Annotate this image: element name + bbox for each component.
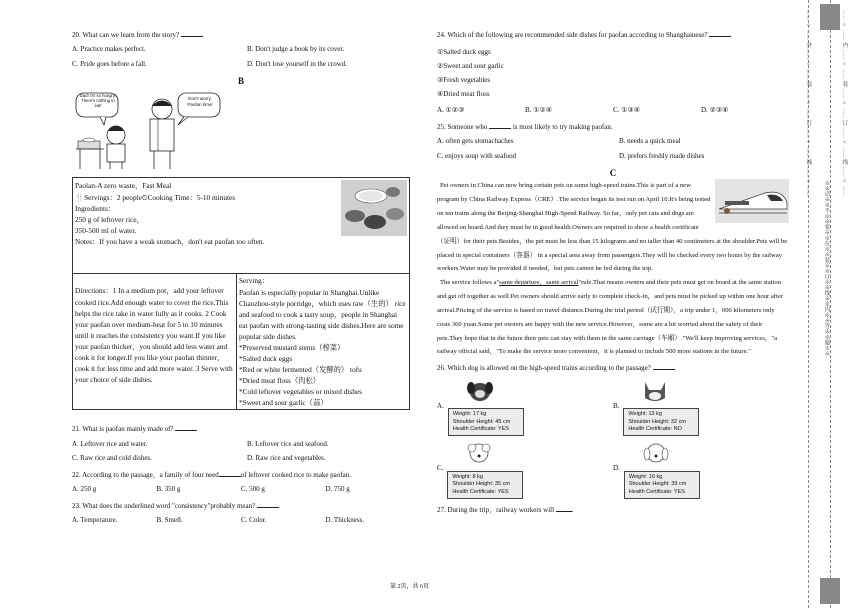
servings: Servings：2 people xyxy=(84,192,142,202)
option-d[interactable]: D. Thickness. xyxy=(325,516,365,525)
dog-icon xyxy=(460,380,500,402)
utensils-icon: 🍴 xyxy=(75,192,85,202)
dog-weight: Weight: 17 kg xyxy=(452,411,487,418)
options xyxy=(437,106,789,115)
question-27: 27. During the trip，railway workers will . xyxy=(437,506,574,515)
question-stem: 23. What does the underlined word "consistency"probably mean? xyxy=(72,501,410,511)
option-b[interactable]: B. Leftover rice and seafood. xyxy=(247,439,329,448)
answer-blank[interactable] xyxy=(257,501,279,508)
section-c-heading: C xyxy=(609,168,617,179)
options xyxy=(72,45,410,69)
answer-blank[interactable] xyxy=(489,122,511,129)
recipe-box xyxy=(72,177,410,410)
option-a[interactable]: A. often gets stomachaches xyxy=(437,137,514,146)
options xyxy=(72,440,410,464)
option-a[interactable] xyxy=(437,380,613,437)
question-stem: 27. During the trip，railway workers will xyxy=(437,506,555,515)
dog-icon xyxy=(636,442,676,464)
option-a[interactable]: A. 250 g xyxy=(72,485,97,494)
option-c[interactable]: C. Raw rice and cold dishes. xyxy=(72,454,152,463)
side-dish: *Sweet and sour garlic（蒜） xyxy=(239,398,328,408)
dog-certificate: Health Certificate: YES xyxy=(628,488,685,495)
cooking-time: Cooking Time：5-10 minutes xyxy=(147,192,236,202)
binding-dashed-line xyxy=(830,0,831,608)
page-footer: 第 2页，共 6页 xyxy=(390,584,430,590)
options xyxy=(437,137,789,161)
answer-blank[interactable] xyxy=(175,424,197,431)
options xyxy=(72,516,410,525)
question-23 xyxy=(72,501,410,526)
section-b-heading: B xyxy=(237,76,244,87)
dog-card xyxy=(624,442,700,499)
corner-block xyxy=(820,578,840,604)
clock-icon: ⏲ xyxy=(141,192,148,202)
dog-weight: Weight: 8 kg xyxy=(452,473,483,480)
recipe-title: Paolan-A zero waste，Fast Meal xyxy=(75,181,172,191)
question-stem: 22. According to the passage，a family of four need of leftover cooked rice to make paofan. xyxy=(72,470,351,479)
option-b[interactable]: B. 350 g xyxy=(156,485,181,494)
directions-text: Directions：1 In a medium pot，add your leftover cooked rice.Add enough water to cover the rice.This helps the rice take in water fully as it cooks. 2 Cook your paofan over medium-heat for 5 to 10 minutes until it reaches the consistency you want.If you like your paofan thicker，you should add less water and cook it for longer.If you like your paofan thinner，cook it for less time and add more water. 3 Serve with your choice of side dishes. xyxy=(75,286,233,385)
passage-paragraph-2: The service follows a"same departure，same arrival"rule.That means owners and their pets must get on board at the same station and get off together as well.Pet owners should arrive early to complete check-in，and pets must be picked up within one hour after arrival.Pricing of the service is based on travel distance.During the trial period（试行期），a trip under 1，000 kilometers only costs 360 yuan.Some pet owners are happy with the new service.However，some are a bit worried about the safety of their pets.They hope that in the future their pets can stay with them in the same carriage（车厢）."We'll keep improving services，"a railway official said，"To make the service more convenient，it is planned to include 500 more stations in the future." xyxy=(437,279,783,356)
corner-block xyxy=(820,4,840,30)
option-d[interactable]: D. prefers freshly made dishes xyxy=(619,151,705,160)
serving-label: Serving： xyxy=(239,276,269,286)
option-d[interactable]: D. Don't lose yourself in the crowd. xyxy=(247,59,348,68)
question-stem: 26. Which dog is allowed on the high-speed trains according to the passage? xyxy=(437,363,789,373)
question-stem: 24. Which of the following are recommended side dishes for paofan according to Shanghainese? xyxy=(437,30,789,40)
dog-certificate: Health Certificate: YES xyxy=(452,426,509,433)
dog-card xyxy=(623,380,699,437)
dog-height: Shoulder Height: 32 cm xyxy=(628,418,686,425)
right-column xyxy=(437,30,789,522)
option-c[interactable]: C. ①③④ xyxy=(613,106,640,115)
ingredient-water: 350-500 ml of water. xyxy=(75,225,137,235)
paofan-photo xyxy=(341,180,407,236)
binding-margin xyxy=(800,0,860,608)
dog-height: Shoulder Height: 35 cm xyxy=(452,481,510,488)
side-dish: *Dried meat floss（肉松） xyxy=(239,376,321,386)
option-b[interactable]: B. Don't judge a book by its cover. xyxy=(247,45,345,54)
dog-height: Shoulder Height: 45 cm xyxy=(452,418,511,425)
question-22 xyxy=(72,470,410,495)
side-dish: *Red or white fermented（发酵的） tofu xyxy=(239,365,362,375)
option-a[interactable]: A. Leftover rice and water. xyxy=(72,439,148,448)
dog-weight: Weight: 16 kg xyxy=(628,473,663,480)
passage-paragraph-1: Pet owners in China can now bring certain pets on some high-speed trains.This is part of a new program by China Railway Express（CRE）.The service began its test run on April 10.It's being tested on ten trains along the Beijing-Shanghai High-Speed Railway. So far，only pet cats and dogs are allowed on board.And they must be in good health.Owners are required to show a health certificate（证明）for their pets.Besides，the pet must be less than 15 kilograms and no taller than 40 centimeters at the shoulder.Pets will be placed in special containers（容器） in a special area away from passengers.They will be checked every two hours by the railway workers.Water may be provided if needed，but pets cannot be fed during the trip. xyxy=(437,182,788,273)
binding-line-outer: …… ○ …… 外 …… ○ …… 装 …… ○ …… 订 …… ○ …… 线 …… ○ …… xyxy=(805,10,812,197)
dog-certificate: Health Certificate: NO xyxy=(628,426,682,433)
recipe-columns xyxy=(73,273,409,409)
option-a[interactable]: A. Practice makes perfect. xyxy=(72,45,146,54)
serving-text: Paofan is especially popular in Shanghai.Unlike Chaozhou-style porridge，which uses raw（生的） rice and seafood to cook a tasty soup，people in Shanghai eat paofan with strong-tasting side dishes.Here are some popular side dishes. xyxy=(239,287,406,341)
option-d[interactable]: D. 750 g xyxy=(325,485,350,494)
choice-item: ②Sweet and sour garlic xyxy=(437,62,504,71)
option-c[interactable] xyxy=(437,442,613,499)
answer-blank[interactable] xyxy=(219,470,241,477)
dog-icon xyxy=(635,380,675,402)
left-column xyxy=(72,30,410,531)
choice-item: ③Fresh vegetables xyxy=(437,76,491,85)
option-b[interactable]: B. needs a quick meal xyxy=(619,137,681,146)
choice-item: ①Salted duck eggs xyxy=(437,48,491,57)
answer-blank[interactable] xyxy=(709,30,731,37)
ingredient-rice: 250 g of leftover rice， xyxy=(75,214,144,224)
question-25 xyxy=(437,122,789,161)
ingredients-label: Ingredients： xyxy=(75,203,116,213)
cartoon-illustration xyxy=(72,91,410,169)
option-label: A. xyxy=(437,401,444,410)
option-d[interactable] xyxy=(613,442,789,499)
option-b[interactable]: B. ①②④ xyxy=(525,106,552,115)
underlined-phrase: same departure，same arrival xyxy=(499,279,579,287)
options xyxy=(72,485,410,494)
dog-info-card xyxy=(623,408,699,436)
option-a[interactable]: A. Temperature. xyxy=(72,516,118,525)
option-b[interactable]: B. Smell. xyxy=(156,516,183,525)
choice-item: ④Dried meat floss xyxy=(437,90,490,99)
option-label: D. xyxy=(613,464,620,473)
option-d[interactable]: D. Raw rice and vegetables. xyxy=(247,454,326,463)
option-c[interactable]: C. enjoys soup with seafood xyxy=(437,151,517,160)
recipe-header xyxy=(73,178,409,273)
binding-line-inner: …… ○ …… 内 …… ○ …… 装 …… ○ …… 订 …… ○ …… 线 …… ○ …… xyxy=(841,10,848,197)
dog-height: Shoulder Height: 39 cm xyxy=(628,481,687,488)
dog-card xyxy=(447,442,523,499)
answer-blank[interactable] xyxy=(181,30,203,37)
dog-icon xyxy=(459,442,499,464)
binding-notice: ※※请※※不※※要※※在※※装※※订※※线※※内※※答※※题※※ xyxy=(823,180,830,356)
side-dish: *Salted duck eggs xyxy=(239,354,293,363)
recipe-notes: Notes：If you have a weak stomach，don't eat paofan too often. xyxy=(75,236,265,246)
question-21 xyxy=(72,424,410,463)
directions xyxy=(73,274,237,409)
dog-weight: Weight: 13 kg xyxy=(628,411,662,418)
question-24 xyxy=(437,30,789,116)
question-stem: 25. Someone who is most likely to try making paofan. xyxy=(437,122,613,131)
side-dish: *Cold leftover vegetables or mixed dishes xyxy=(239,387,363,397)
dog-info-card xyxy=(447,471,523,499)
choice-list xyxy=(437,45,789,101)
dog-card xyxy=(448,380,524,437)
option-c[interactable]: C. 500 g xyxy=(241,485,265,494)
option-label: C. xyxy=(437,464,444,473)
answer-blank[interactable] xyxy=(556,505,572,512)
train-photo xyxy=(715,179,789,223)
option-label: B. xyxy=(613,401,620,410)
option-a[interactable]: A. ①②③ xyxy=(437,106,465,115)
option-c[interactable]: C. Pride goes before a fall. xyxy=(72,59,147,68)
dog-info-card xyxy=(624,471,700,499)
passage-c xyxy=(437,179,789,359)
question-stem: 20. What can we learn from the story? xyxy=(72,30,410,40)
option-b[interactable] xyxy=(613,380,789,437)
serving xyxy=(237,274,409,409)
side-dish: *Preserved mustard stems（榨菜） xyxy=(239,342,345,352)
dog-options xyxy=(437,380,789,499)
dog-info-card xyxy=(448,408,524,436)
question-stem: 21. What is paofan mainly made of? xyxy=(72,424,410,434)
speech-bubble-dad: Don't worry, Paofan time! xyxy=(187,96,213,107)
option-d[interactable]: D. ②③④ xyxy=(701,106,729,115)
option-c[interactable]: C. Color. xyxy=(241,516,267,525)
dog-certificate: Health Certificate: YES xyxy=(452,488,509,495)
question-26 xyxy=(437,363,789,499)
answer-blank[interactable] xyxy=(653,363,675,370)
speech-bubble-kid: Dad! I'm so hungry! There's nothing to eat! xyxy=(79,93,117,108)
question-20 xyxy=(72,30,410,69)
